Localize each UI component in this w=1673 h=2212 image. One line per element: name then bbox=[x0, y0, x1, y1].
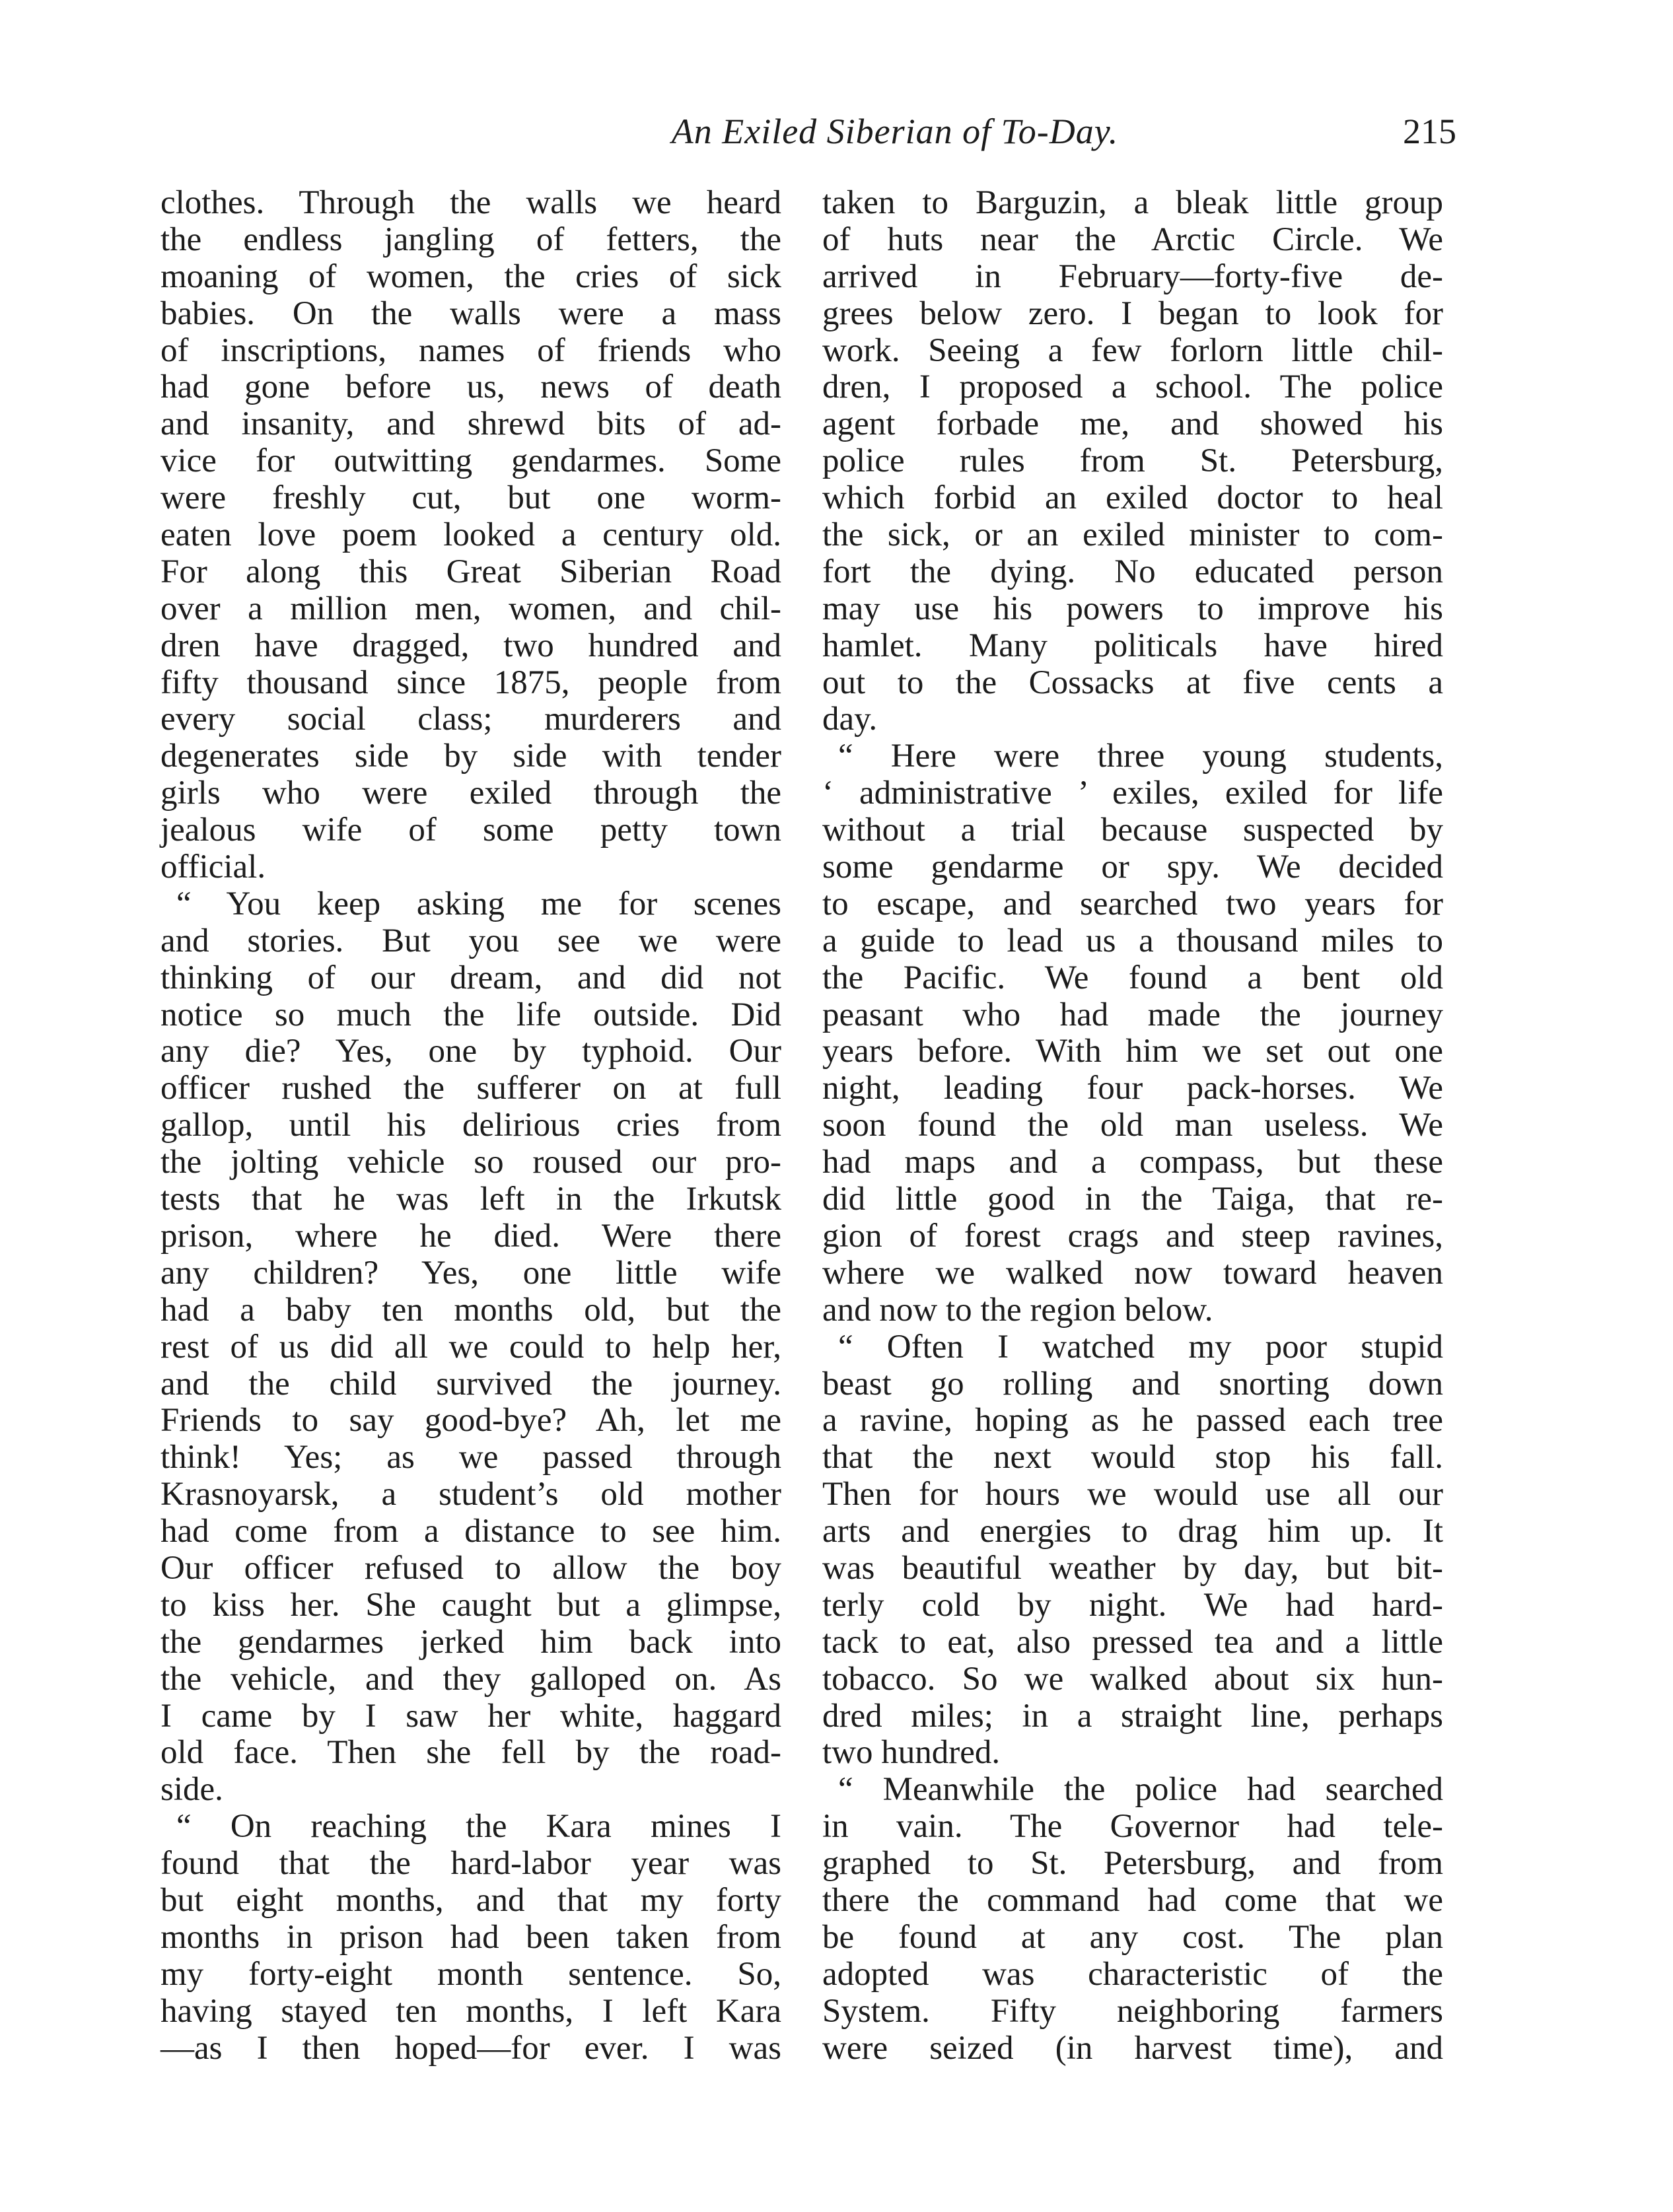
text-line: fifty thousand since 1875, people from bbox=[160, 664, 781, 701]
text-line: side. bbox=[160, 1771, 223, 1809]
text-line: I came by I saw her white, haggard bbox=[160, 1697, 781, 1735]
text-line: the Pacific. We found a bent old bbox=[822, 959, 1443, 996]
text-line: months in prison had been taken from bbox=[160, 1918, 781, 1956]
text-line: official. bbox=[160, 848, 266, 886]
text-line: arts and energies to drag him up. It bbox=[822, 1513, 1443, 1550]
text-line: of huts near the Arctic Circle. We bbox=[822, 221, 1443, 258]
text-line: “ Often I watched my poor stupid bbox=[838, 1328, 1443, 1365]
text-line: out to the Cossacks at five cents a bbox=[822, 664, 1443, 701]
text-column-left bbox=[160, 185, 781, 2067]
text-line: prison, where he died. Were there bbox=[160, 1217, 781, 1255]
text-line: the vehicle, and they galloped on. As bbox=[160, 1660, 781, 1698]
text-line: was beautiful weather by day, but bit- bbox=[822, 1549, 1443, 1587]
text-line: over a million men, women, and chil- bbox=[160, 590, 781, 627]
text-line: the gendarmes jerked him back into bbox=[160, 1623, 781, 1661]
text-line: without a trial because suspected by bbox=[822, 812, 1443, 849]
running-head-title: An Exiled Siberian of To-Day. bbox=[671, 112, 1119, 151]
text-line: peasant who had made the journey bbox=[822, 996, 1443, 1033]
text-line: to kiss her. She caught but a glimpse, bbox=[160, 1586, 781, 1624]
text-line: “ Meanwhile the police had searched bbox=[838, 1771, 1443, 1809]
text-line: that the next would stop his fall. bbox=[822, 1439, 1443, 1476]
text-line: any children? Yes, one little wife bbox=[160, 1254, 781, 1292]
text-line: Krasnoyarsk, a student’s old mother bbox=[160, 1476, 781, 1513]
text-line: had gone before us, news of death bbox=[160, 368, 781, 406]
text-line: the jolting vehicle so roused our pro- bbox=[160, 1144, 781, 1181]
text-line: beast go rolling and snorting down bbox=[822, 1365, 1443, 1402]
text-line: be found at any cost. The plan bbox=[822, 1918, 1443, 1956]
text-line: jealous wife of some petty town bbox=[160, 812, 781, 849]
text-line: found that the hard-labor year was bbox=[160, 1845, 781, 1883]
text-line: Our officer refused to allow the boy bbox=[160, 1549, 781, 1587]
text-line: a ravine, hoping as he passed each tree bbox=[822, 1402, 1443, 1439]
text-line: had a baby ten months old, but the bbox=[160, 1291, 781, 1329]
text-line: gallop, until his delirious cries from bbox=[160, 1107, 781, 1144]
text-line: adopted was characteristic of the bbox=[822, 1955, 1443, 1993]
text-line: taken to Barguzin, a bleak little group bbox=[822, 184, 1443, 221]
text-line: dren, I proposed a school. The police bbox=[822, 368, 1443, 406]
text-line: two hundred. bbox=[822, 1734, 1001, 1772]
text-line: tests that he was left in the Irkutsk bbox=[160, 1181, 781, 1218]
text-line: rest of us did all we could to help her, bbox=[160, 1328, 781, 1365]
text-line: tack to eat, also pressed tea and a little bbox=[822, 1623, 1443, 1661]
text-line: thinking of our dream, and did not bbox=[160, 959, 781, 996]
text-line: there the command had come that we bbox=[822, 1881, 1443, 1919]
text-line: my forty-eight month sentence. So, bbox=[160, 1955, 781, 1993]
text-line: to escape, and searched two years for bbox=[822, 885, 1443, 922]
text-line: and now to the region below. bbox=[822, 1291, 1213, 1329]
text-line: notice so much the life outside. Did bbox=[160, 996, 781, 1033]
text-line: officer rushed the sufferer on at full bbox=[160, 1070, 781, 1107]
text-line: and the child survived the journey. bbox=[160, 1365, 781, 1402]
text-line: vice for outwitting gendarmes. Some bbox=[160, 442, 781, 480]
text-line: —as I then hoped—for ever. I was bbox=[160, 2029, 781, 2067]
text-line: agent forbade me, and showed his bbox=[822, 405, 1443, 443]
text-line: were freshly cut, but one worm- bbox=[160, 479, 781, 517]
text-line: day. bbox=[822, 701, 878, 738]
text-line: graphed to St. Petersburg, and from bbox=[822, 1845, 1443, 1883]
text-line: grees below zero. I began to look for bbox=[822, 294, 1443, 332]
text-line: in vain. The Governor had tele- bbox=[822, 1808, 1443, 1846]
text-line: having stayed ten months, I left Kara bbox=[160, 1992, 781, 2030]
text-line: years before. With him we set out one bbox=[822, 1033, 1443, 1070]
text-line: hamlet. Many politicals have hired bbox=[822, 627, 1443, 664]
text-line: a guide to lead us a thousand miles to bbox=[822, 922, 1443, 959]
text-line: of inscriptions, names of friends who bbox=[160, 331, 781, 369]
text-line: ‘ administrative ’ exiles, exiled for life bbox=[822, 775, 1443, 812]
text-line: dren have dragged, two hundred and bbox=[160, 627, 781, 664]
text-line: work. Seeing a few forlorn little chil- bbox=[822, 331, 1443, 369]
text-line: old face. Then she fell by the road- bbox=[160, 1734, 781, 1772]
text-line: soon found the old man useless. We bbox=[822, 1107, 1443, 1144]
text-line: clothes. Through the walls we heard bbox=[160, 184, 781, 221]
text-line: degenerates side by side with tender bbox=[160, 738, 781, 775]
text-line: any die? Yes, one by typhoid. Our bbox=[160, 1033, 781, 1070]
text-line: every social class; murderers and bbox=[160, 701, 781, 738]
text-line: but eight months, and that my forty bbox=[160, 1881, 781, 1919]
text-line: think! Yes; as we passed through bbox=[160, 1439, 781, 1476]
text-line: some gendarme or spy. We decided bbox=[822, 848, 1443, 886]
text-column-right bbox=[822, 185, 1443, 2067]
text-line: For along this Great Siberian Road bbox=[160, 553, 781, 590]
text-line: may use his powers to improve his bbox=[822, 590, 1443, 627]
text-line: girls who were exiled through the bbox=[160, 775, 781, 812]
text-line: eaten love poem looked a century old. bbox=[160, 516, 781, 554]
text-line: gion of forest crags and steep ravines, bbox=[822, 1217, 1443, 1255]
text-line: night, leading four pack-horses. We bbox=[822, 1070, 1443, 1107]
text-line: “ You keep asking me for scenes bbox=[176, 885, 781, 922]
text-line: police rules from St. Petersburg, bbox=[822, 442, 1443, 480]
text-line: dred miles; in a straight line, perhaps bbox=[822, 1697, 1443, 1735]
text-line: had maps and a compass, but these bbox=[822, 1144, 1443, 1181]
text-line: terly cold by night. We had hard- bbox=[822, 1586, 1443, 1624]
text-line: and insanity, and shrewd bits of ad- bbox=[160, 405, 781, 443]
text-line: the sick, or an exiled minister to com- bbox=[822, 516, 1443, 554]
text-line: which forbid an exiled doctor to heal bbox=[822, 479, 1443, 517]
text-line: did little good in the Taiga, that re- bbox=[822, 1181, 1443, 1218]
text-line: the endless jangling of fetters, the bbox=[160, 221, 781, 258]
text-line: tobacco. So we walked about six hun- bbox=[822, 1660, 1443, 1698]
text-line: “ On reaching the Kara mines I bbox=[176, 1808, 781, 1846]
text-line: Then for hours we would use all our bbox=[822, 1476, 1443, 1513]
text-line: were seized (in harvest time), and bbox=[822, 2029, 1443, 2067]
page-number: 215 bbox=[1403, 112, 1456, 151]
text-line: System. Fifty neighboring farmers bbox=[822, 1992, 1443, 2030]
text-line: moaning of women, the cries of sick bbox=[160, 258, 781, 295]
text-line: Friends to say good-bye? Ah, let me bbox=[160, 1402, 781, 1439]
text-line: “ Here were three young students, bbox=[838, 738, 1443, 775]
text-line: where we walked now toward heaven bbox=[822, 1254, 1443, 1292]
text-line: babies. On the walls were a mass bbox=[160, 294, 781, 332]
text-line: fort the dying. No educated person bbox=[822, 553, 1443, 590]
text-line: had come from a distance to see him. bbox=[160, 1513, 781, 1550]
text-line: arrived in February—forty-five de- bbox=[822, 258, 1443, 295]
text-line: and stories. But you see we were bbox=[160, 922, 781, 959]
